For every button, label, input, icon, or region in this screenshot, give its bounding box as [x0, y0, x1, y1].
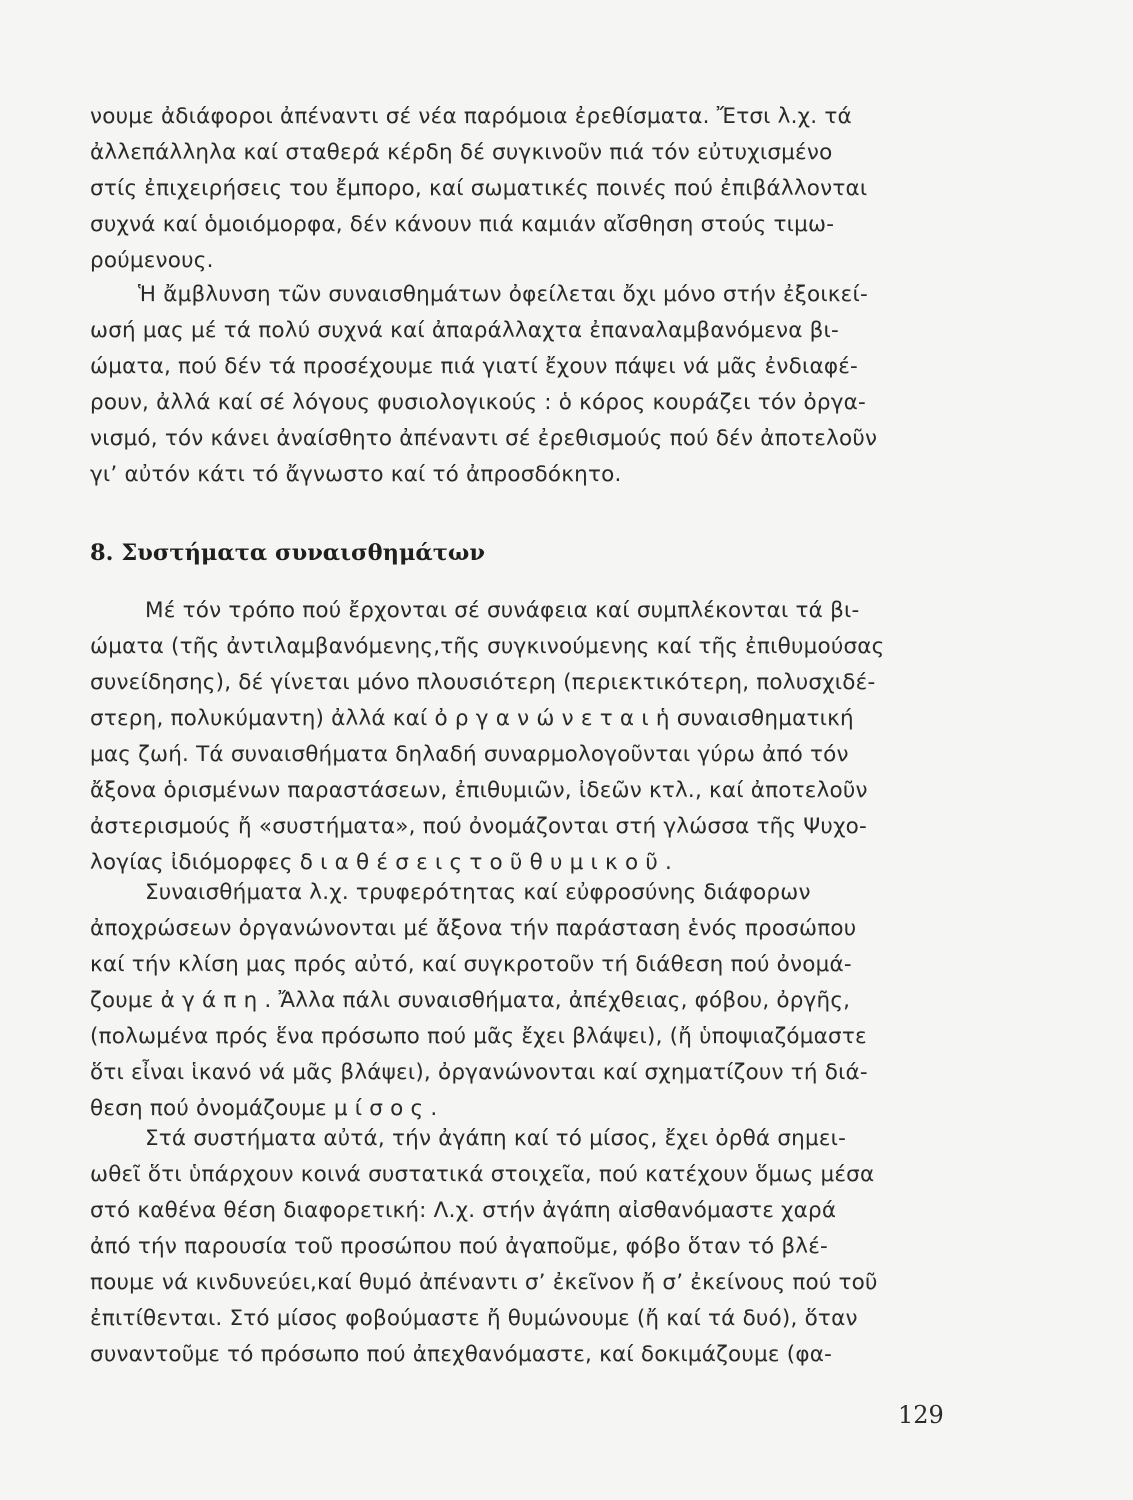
text-line: ἀπό τήν παρουσία τοῦ προσώπου πού ἀγαποῦμε, φόβο ὅταν τό βλέ-	[90, 1234, 828, 1259]
text-line: ἄξονα ὁρισμένων παραστάσεων, ἐπιθυμιῶν, ἰδεῶν κτλ., καί ἀποτελοῦν	[90, 778, 868, 803]
text-line: Συναισθήματα λ.χ. τρυφερότητας καί εὐφροσύνης διάφορων	[145, 880, 811, 905]
text-line: μας ζωή. Τά συναισθήματα δηλαδή συναρμολογοῦνται γύρω ἀπό τόν	[90, 742, 849, 767]
text-line: στίς ἐπιχειρήσεις του ἔμπορο, καί σωματικές ποινές πού ἐπιβάλλονται	[90, 176, 868, 201]
text-line: ἀστερισμούς ἤ «συστήματα», πού ὀνομάζονται στή γλώσσα τῆς Ψυχο-	[90, 814, 867, 839]
text-line: πουμε νά κινδυνεύει,καί θυμό ἀπέναντι σ’ ἐκεῖνον ἤ σ’ ἐκείνους πού τοῦ	[90, 1270, 878, 1295]
text-line: ἀποχρώσεων ὀργανώνονται μέ ἄξονα τήν παράσταση ἑνός προσώπου	[90, 916, 857, 941]
text-line: Στά συστήματα αὐτά, τήν ἀγάπη καί τό μίσος, ἔχει ὀρθά σημει-	[145, 1126, 847, 1151]
text-line: ώματα, πού δέν τά προσέχουμε πιά γιατί ἔχουν πάψει νά μᾶς ἐνδιαφέ-	[90, 354, 858, 379]
text-line: ρούμενους.	[90, 248, 214, 273]
text-line: ώματα (τῆς ἀντιλαμβανόμενης,τῆς συγκινούμενης καί τῆς ἐπιθυμούσας	[90, 634, 885, 659]
page-number: 129	[898, 1401, 944, 1429]
text-line: συνείδησης), δέ γίνεται μόνο πλουσιότερη (περιεκτικότερη, πολυσχιδέ-	[90, 670, 876, 695]
text-line: θεση πού ὀνομάζουμε μ ί σ ο ς .	[90, 1096, 438, 1121]
text-line: καί τήν κλίση μας πρός αὐτό, καί συγκροτοῦν τή διάθεση πού ὀνομά-	[90, 952, 852, 977]
text-line: γι’ αὐτόν κάτι τό ἄγνωστο καί τό ἀπροσδόκητο.	[90, 462, 622, 487]
text-line: ζουμε ἀ γ ά π η . Ἄλλα πάλι συναισθήματα, ἀπέχθειας, φόβου, ὀργῆς,	[90, 988, 851, 1013]
text-line: συναντοῦμε τό πρόσωπο πού ἀπεχθανόμαστε, καί δοκιμάζουμε (φα-	[90, 1342, 833, 1367]
text-line: Μέ τόν τρόπο πού ἔρχονται σέ συνάφεια καί συμπλέκονται τά βι-	[145, 598, 860, 623]
text-line: Ἡ ἄμβλυνση τῶν συναισθημάτων ὀφείλεται ὄχι μόνο στήν ἐξοικεί-	[138, 282, 868, 307]
text-line: συχνά καί ὁμοιόμορφα, δέν κάνουν πιά καμιάν αἴσθηση στούς τιμω-	[90, 212, 835, 237]
text-line: ρουν, ἀλλά καί σέ λόγους φυσιολογικούς : ὁ κόρος κουράζει τόν ὀργα-	[90, 390, 866, 415]
text-line: (πολωμένα πρός ἕνα πρόσωπο πού μᾶς ἔχει βλάψει), (ἤ ὑποψιαζόμαστε	[90, 1024, 867, 1049]
text-line: ὅτι εἶναι ἱκανό νά μᾶς βλάψει), ὀργανώνονται καί σχηματίζουν τή διά-	[90, 1060, 868, 1085]
text-line: ωθεῖ ὅτι ὑπάρχουν κοινά συστατικά στοιχεῖα, πού κατέχουν ὅμως μέσα	[90, 1162, 875, 1187]
text-line: ἀλλεπάλληλα καί σταθερά κέρδη δέ συγκινοῦν πιά τόν εὐτυχισμένο	[90, 140, 833, 165]
section-heading: 8. Συστήματα συναισθημάτων	[90, 540, 485, 566]
text-line: στό καθένα θέση διαφορετική: Λ.χ. στήν ἀγάπη αἰσθανόμαστε χαρά	[90, 1198, 837, 1223]
text-line: νισμό, τόν κάνει ἀναίσθητο ἀπέναντι σέ ἐρεθισμούς πού δέν ἀποτελοῦν	[90, 426, 878, 451]
text-line: νουμε ἀδιάφοροι ἀπέναντι σέ νέα παρόμοια ἐρεθίσματα. Ἔτσι λ.χ. τά	[90, 104, 852, 129]
text-line: ἐπιτίθενται. Στό μίσος φοβούμαστε ἤ θυμώνουμε (ἤ καί τά δυό), ὅταν	[90, 1306, 858, 1331]
text-line: ωσή μας μέ τά πολύ συχνά καί ἀπαράλλαχτα ἐπαναλαμβανόμενα βι-	[90, 318, 839, 343]
text-line: λογίας ἰδιόμορφες δ ι α θ έ σ ε ι ς τ ο ῦ θ υ μ ι κ ο ῦ .	[90, 850, 673, 875]
text-line: στερη, πολυκύμαντη) ἀλλά καί ὀ ρ γ α ν ώ ν ε τ α ι ἡ συναισθηματική	[90, 706, 854, 731]
